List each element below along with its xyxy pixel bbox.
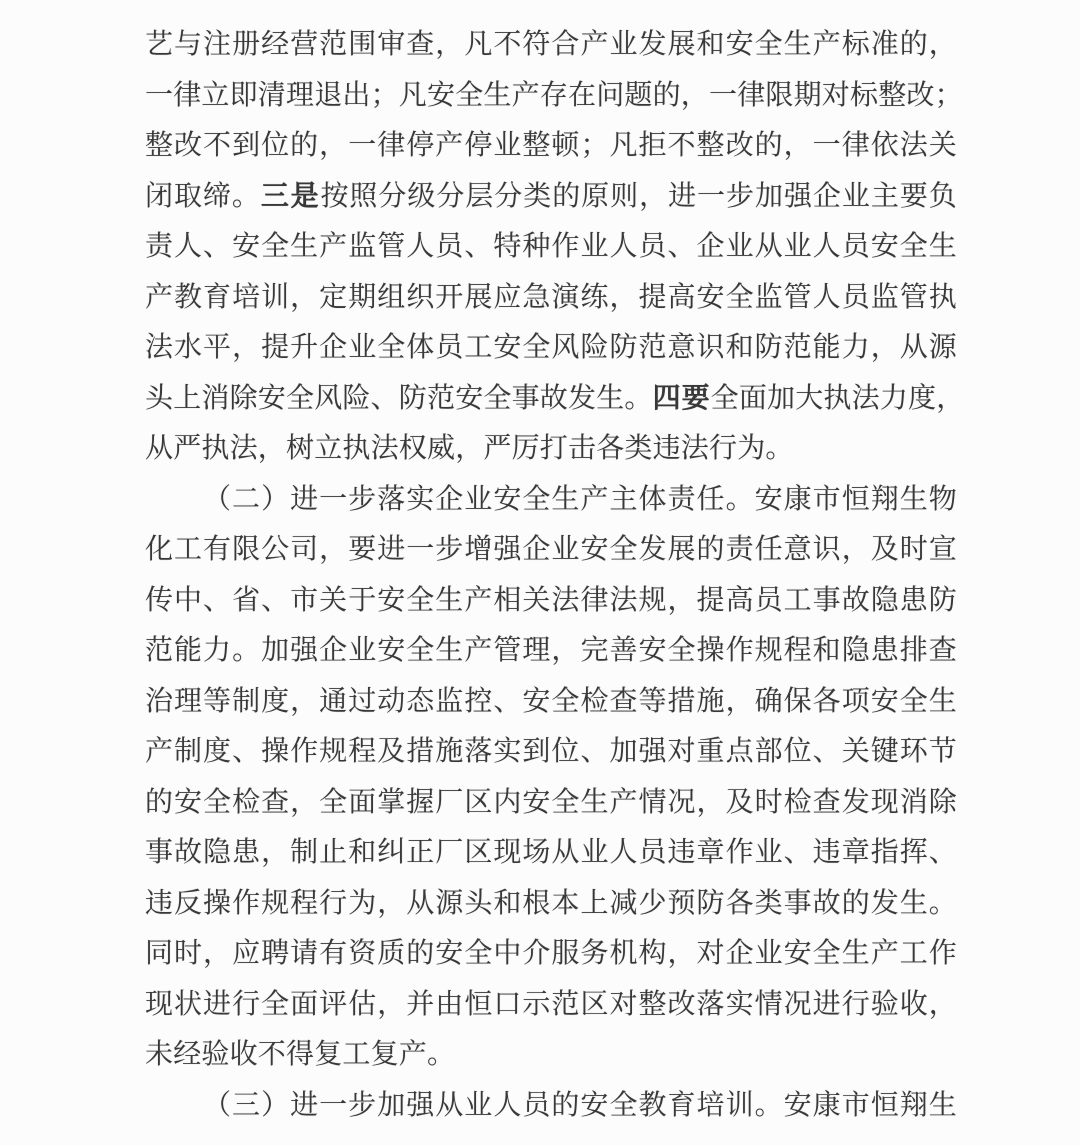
text-line (145, 524, 957, 575)
text-line (145, 575, 957, 626)
line-segment: 现状进行全面评估，并由恒口示范区对整改落实情况进行验收， (145, 988, 957, 1020)
line-segment: 全面加大执法力度， (710, 382, 965, 414)
text-line (145, 777, 957, 828)
line-segment: （二）进一步落实企业安全生产主体责任。安康市恒翔生物 (203, 483, 957, 515)
text-line (145, 120, 957, 171)
line-segment: 法水平，提升企业全体员工安全风险防范意识和防范能力，从源 (145, 332, 957, 363)
text-line (145, 625, 957, 676)
text-line (145, 272, 957, 323)
line-segment: 事故隐患，制止和纠正厂区现场从业人员违章作业、违章指挥、 (145, 837, 957, 868)
line-segment: 同时，应聘请有资质的安全中介服务机构，对企业安全生产工作 (145, 938, 957, 969)
text-line (145, 70, 963, 121)
text-line (145, 221, 957, 272)
line-segment: 闭取缔。 (145, 180, 261, 212)
line-segment: 传中、省、市关于安全生产相关法律法规，提高员工事故隐患防 (145, 584, 957, 616)
line-segment: 一律立即清理退出；凡安全生产存在问题的，一律限期对标整改； (145, 79, 963, 111)
bold-emphasis: 四要 (652, 381, 711, 413)
line-segment: 从严执法，树立执法权威，严厉打击各类违法行为。 (145, 433, 794, 464)
line-segment: 产教育培训，定期组织开展应急演练，提高安全监管人员监管执 (145, 281, 957, 313)
line-segment: （三）进一步加强从业人员的安全教育培训。安康市恒翔生 (203, 1089, 957, 1121)
line-segment: 按照分级分层分类的原则，进一步加强企业主要负 (320, 180, 957, 212)
line-segment: 产制度、操作规程及措施落实到位、加强对重点部位、关键环节 (145, 736, 957, 767)
text-line (145, 373, 965, 424)
line-segment: 治理等制度，通过动态监控、安全检查等措施，确保各项安全生 (145, 685, 957, 717)
line-segment: 化工有限公司，要进一步增强企业安全发展的责任意识，及时宣 (145, 534, 957, 565)
text-line (145, 19, 957, 70)
line-segment: 范能力。加强企业安全生产管理，完善安全操作规程和隐患排查 (145, 635, 957, 666)
text-line (145, 423, 957, 474)
text-line (145, 979, 957, 1030)
line-segment: 责人、安全生产监管人员、特种作业人员、企业从业人员安全生 (145, 231, 957, 262)
line-segment: 艺与注册经营范围审查，凡不符合产业发展和安全生产标准的， (145, 29, 957, 60)
line-segment: 头上消除安全风险、防范安全事故发生。 (145, 382, 653, 414)
text-line (145, 827, 957, 878)
text-line (145, 474, 957, 525)
text-line (145, 171, 957, 222)
text-line (145, 1029, 957, 1080)
line-segment: 违反操作规程行为，从源头和根本上减少预防各类事故的发生。 (145, 887, 957, 919)
text-line (145, 928, 957, 979)
text-line (145, 676, 957, 727)
text-line (145, 726, 957, 777)
line-segment: 的安全检查，全面掌握厂区内安全生产情况，及时检查发现消除 (145, 786, 957, 818)
line-segment: 整改不到位的，一律停产停业整顿；凡拒不整改的，一律依法关 (145, 130, 957, 161)
text-line (145, 878, 957, 929)
line-segment: 未经验收不得复工复产。 (145, 1039, 456, 1070)
text-line (145, 322, 957, 373)
text-line (145, 1080, 957, 1131)
bold-emphasis: 三是 (260, 179, 321, 211)
